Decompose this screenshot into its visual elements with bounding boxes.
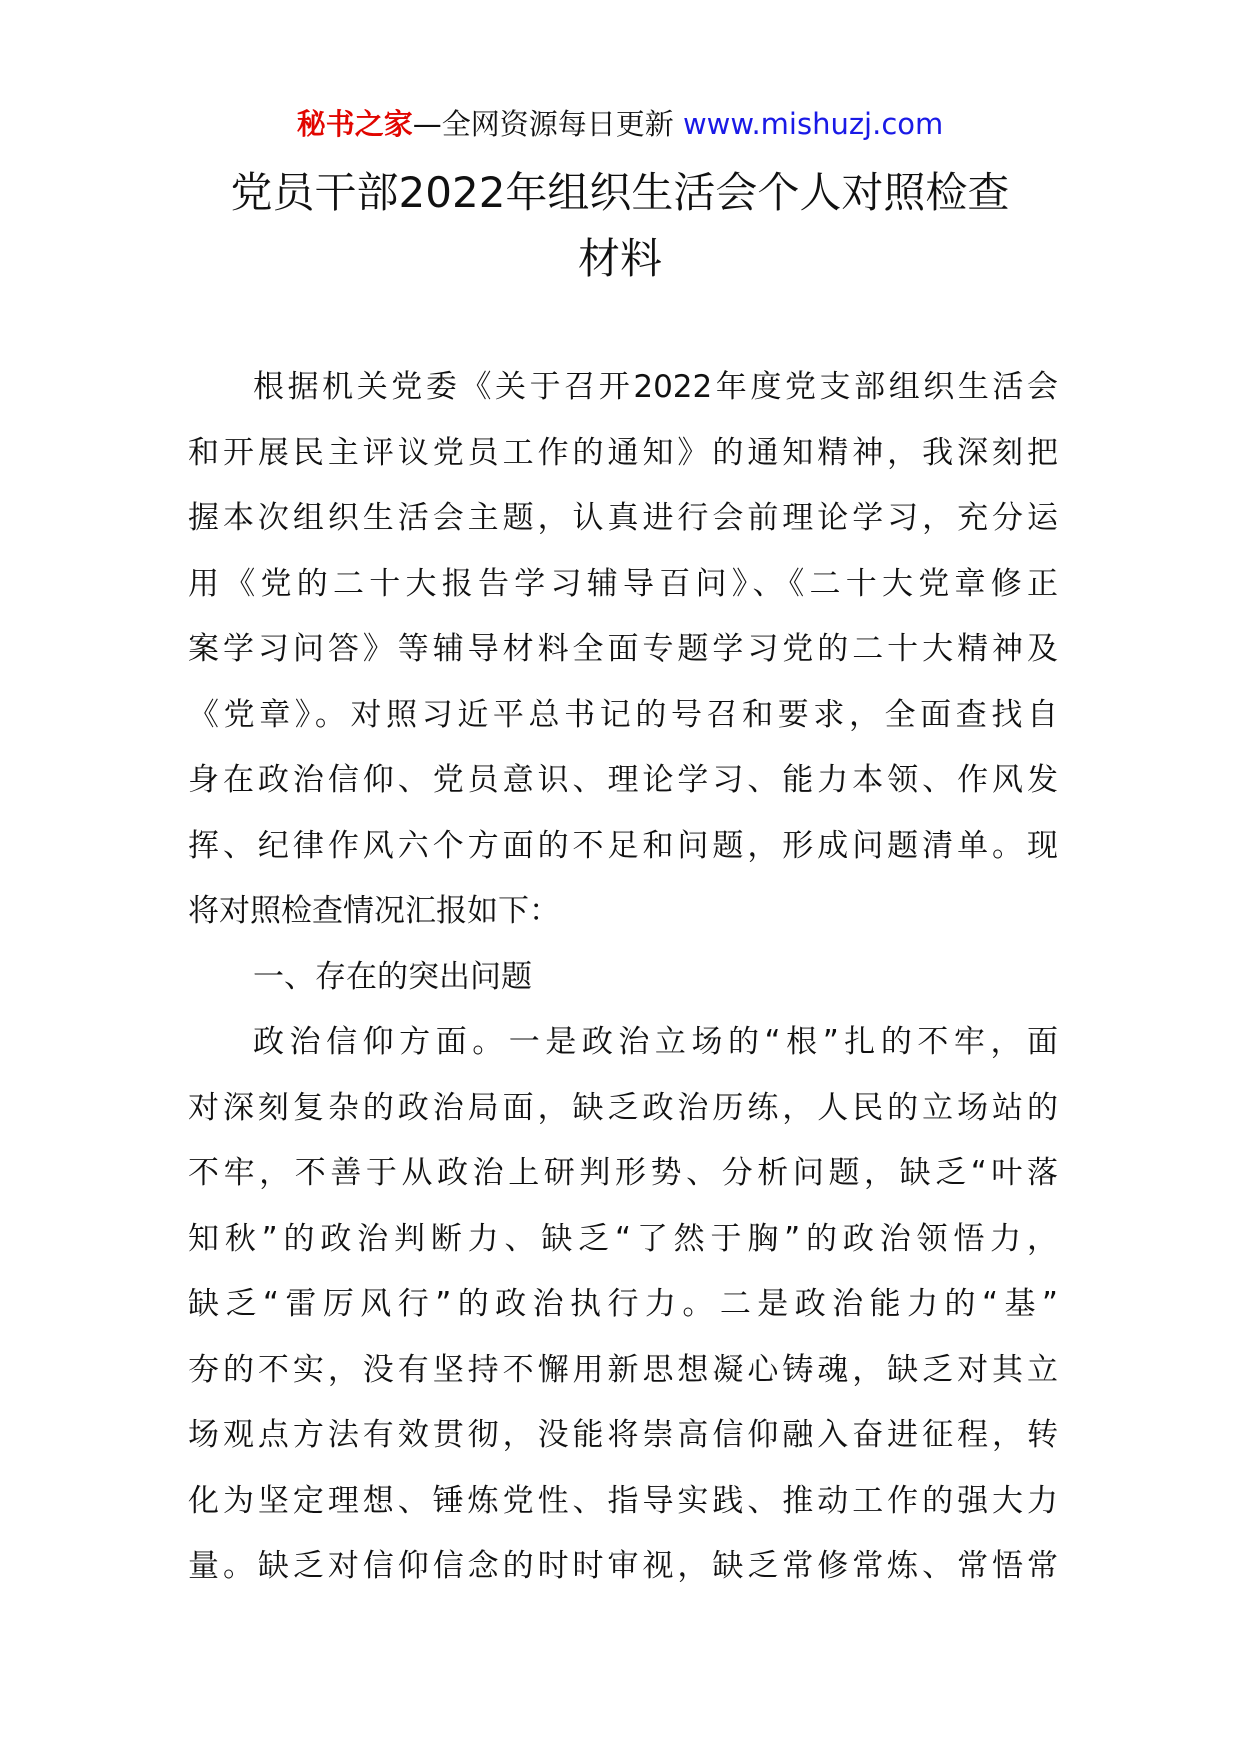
title-line: 材料 (577, 234, 662, 283)
body-line: 对深刻复杂的政治局面，缺乏政治历练，人民的立场站的 (188, 1089, 1058, 1126)
body-line: 场观点方法有效贯彻，没能将崇高信仰融入奋进征程，转 (188, 1417, 1058, 1453)
body-line: 和开展民主评议党员工作的通知》的通知精神，我深刻把 (188, 434, 1058, 471)
document-body (188, 355, 1058, 1600)
header-tagline: —全网资源每日更新 (412, 107, 683, 141)
body-line: 用《党的二十大报告学习辅导百问》、《二十大党章修正 (188, 565, 1058, 602)
body-line: 挥、纪律作风六个方面的不足和问题，形成问题清单。现 (188, 827, 1058, 864)
brand-name: 秘书之家 (296, 107, 413, 141)
body-line: 根据机关党委《关于召开2022年度党支部组织生活会 (253, 369, 1058, 405)
body-line: 知秋”的政治判断力、缺乏“了然于胸”的政治领悟力， (188, 1220, 1058, 1257)
body-line: 化为坚定理想、锤炼党性、指导实践、推动工作的强大力 (188, 1482, 1058, 1519)
body-line: 缺乏“雷厉风行”的政治执行力。二是政治能力的“基” (188, 1286, 1058, 1322)
body-line: 夯的不实，没有坚持不懈用新思想凝心铸魂，缺乏对其立 (188, 1351, 1058, 1388)
body-line: 《党章》。对照习近平总书记的号召和要求，全面查找自 (188, 696, 1058, 733)
body-line: 不牢，不善于从政治上研判形势、分析问题，缺乏“叶落 (188, 1155, 1058, 1191)
body-line: 政治信仰方面。一是政治立场的“根”扎的不牢，面 (253, 1024, 1058, 1060)
document-title (180, 160, 1060, 292)
body-line: 量。缺乏对信仰信念的时时审视，缺乏常修常炼、常悟常 (188, 1548, 1058, 1584)
site-header (0, 104, 1240, 144)
body-line: 身在政治信仰、党员意识、理论学习、能力本领、作风发 (188, 762, 1058, 798)
body-line: 案学习问答》等辅导材料全面专题学习党的二十大精神及 (188, 631, 1058, 667)
site-url[interactable]: www.mishuzj.com (682, 107, 944, 141)
title-line: 党员干部2022年组织生活会个人对照检查 (230, 168, 1010, 217)
body-line: 握本次组织生活会主题，认真进行会前理论学习，充分运 (188, 500, 1058, 536)
section-heading: 一、存在的突出问题 (253, 958, 532, 995)
body-line: 将对照检查情况汇报如下： (188, 893, 560, 929)
